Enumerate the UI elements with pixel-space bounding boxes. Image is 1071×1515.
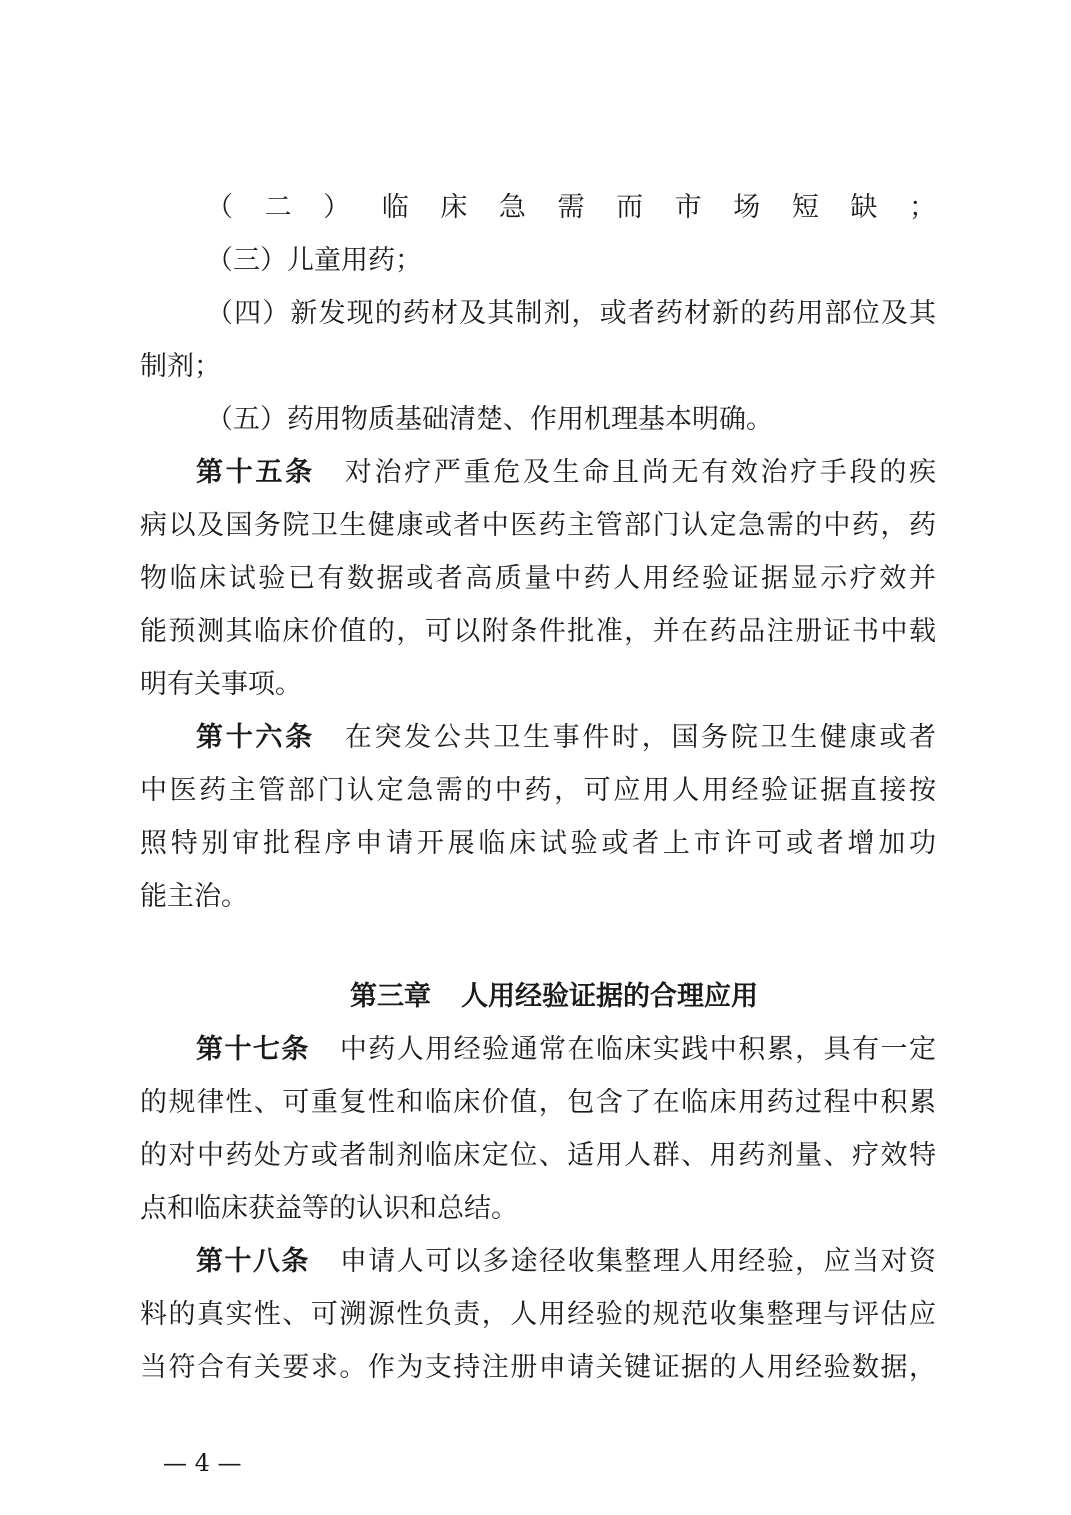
article-16-line-2: 中医药主管部门认定急需的中药，可应用人用经验证据直接按 xyxy=(140,775,936,806)
chapter-heading xyxy=(140,970,936,1023)
article-15-line-3: 物临床试验已有数据或者高质量中药人用经验证据显示疗效并 xyxy=(140,563,936,594)
list-item-2: （二）临床急需而市场短缺； xyxy=(206,192,936,223)
article-16-line-1 xyxy=(140,711,936,764)
article-18-line-3: 当符合有关要求。作为支持注册申请关键证据的人用经验数据， xyxy=(140,1352,936,1383)
document-body xyxy=(140,181,936,1394)
article-16-text-1: 在突发公共卫生事件时，国务院卫生健康或者 xyxy=(344,722,937,753)
article-16-line-3: 照特别审批程序申请开展临床试验或者上市许可或者增加功 xyxy=(140,828,936,859)
article-18-line-2: 料的真实性、可溯源性负责，人用经验的规范收集整理与评估应 xyxy=(140,1299,936,1330)
chapter-number: 第三章 xyxy=(350,981,431,1012)
article-18-text-1: 申请人可以多途径收集整理人用经验，应当对资 xyxy=(339,1246,937,1277)
article-17-line-3: 的对中药处方或者制剂临床定位、适用人群、用药剂量、疗效特 xyxy=(140,1140,936,1171)
article-15-line-5: 明有关事项。 xyxy=(140,669,302,700)
list-item-4-line-2: 制剂； xyxy=(140,351,221,382)
chapter-title: 人用经验证据的合理应用 xyxy=(461,981,758,1012)
list-item-4-line-1: （四）新发现的药材及其制剂，或者药材新的药用部位及其 xyxy=(206,298,936,329)
article-17-line-1 xyxy=(140,1023,936,1076)
article-17-line-4: 点和临床获益等的认识和总结。 xyxy=(140,1193,518,1224)
page-number: — 4 — xyxy=(163,1449,242,1477)
article-15-line-1 xyxy=(140,446,936,499)
article-18-number: 第十八条 xyxy=(196,1246,310,1277)
article-17-line-2: 的规律性、可重复性和临床价值，包含了在临床用药过程中积累 xyxy=(140,1087,936,1118)
article-17-text-1: 中药人用经验通常在临床实践中积累，具有一定 xyxy=(339,1034,937,1065)
article-17-number: 第十七条 xyxy=(196,1034,310,1065)
article-15-line-2: 病以及国务院卫生健康或者中医药主管部门认定急需的中药，药 xyxy=(140,510,936,541)
section-gap xyxy=(140,923,936,970)
article-16-number: 第十六条 xyxy=(196,722,315,753)
list-item-5: （五）药用物质基础清楚、作用机理基本明确。 xyxy=(206,404,773,435)
article-16-line-4: 能主治。 xyxy=(140,881,248,912)
article-15-text-1: 对治疗严重危及生命且尚无有效治疗手段的疾 xyxy=(344,457,937,488)
article-15-number: 第十五条 xyxy=(196,457,315,488)
article-18-line-1 xyxy=(140,1235,936,1288)
list-item-3: （三）儿童用药； xyxy=(206,245,422,276)
article-15-line-4: 能预测其临床价值的，可以附条件批准，并在药品注册证书中载 xyxy=(140,616,936,647)
